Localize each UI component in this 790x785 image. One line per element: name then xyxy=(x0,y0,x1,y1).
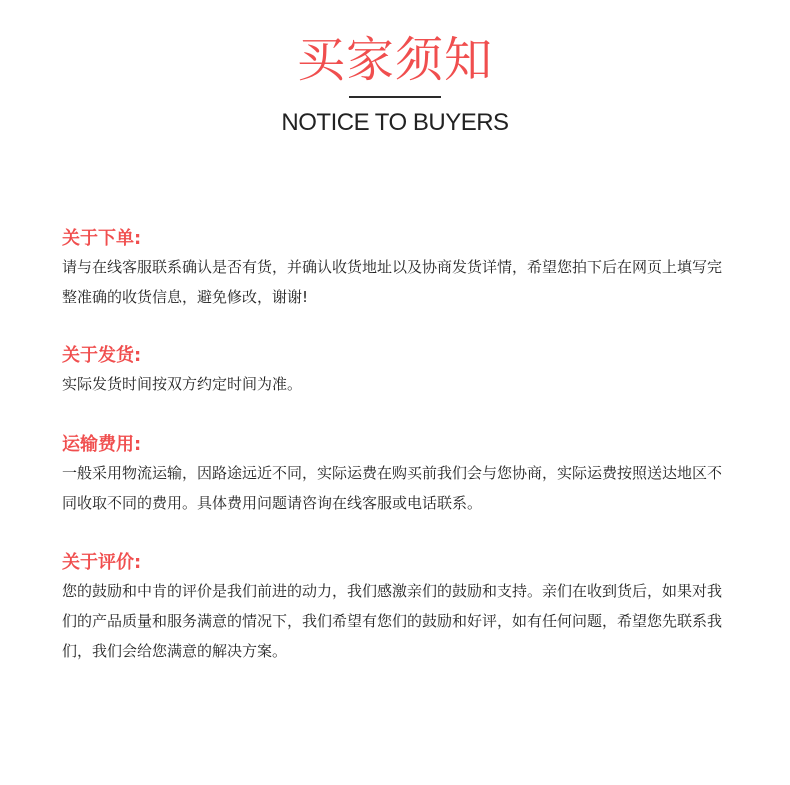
section-body: 您的鼓励和中肯的评价是我们前进的动力，我们感激亲们的鼓励和支持。亲们在收到货后，如果对我们的产品质量和服务满意的情况下，我们希望有您们的鼓励和好评，如有任何问题，希望您先联系我们，我们会给您满意的解决方案。 xyxy=(62,582,723,660)
section-heading: 关于发货: xyxy=(62,345,142,366)
page-title: 买家须知 xyxy=(296,32,493,88)
section-heading: 关于评价: xyxy=(62,552,142,573)
section-body: 请与在线客服联系确认是否有货，并确认收货地址以及协商发货详情，希望您拍下后在网页上填写完整准确的收货信息，避免修改，谢谢! xyxy=(62,258,723,306)
section-reviews xyxy=(62,550,730,666)
section-body: 一般采用物流运输，因路途远近不同，实际运费在购买前我们会与您协商，实际运费按照送达地区不同收取不同的费用。具体费用问题请咨询在线客服或电话联系。 xyxy=(62,464,723,512)
section-heading: 关于下单: xyxy=(62,228,142,249)
section-shipping xyxy=(62,343,730,399)
section-heading: 运输费用: xyxy=(62,434,142,455)
title-divider xyxy=(349,96,441,98)
page-subtitle: NOTICE TO BUYERS xyxy=(281,109,509,136)
section-freight-cost xyxy=(62,432,730,518)
section-ordering xyxy=(62,226,730,312)
section-body: 实际发货时间按双方约定时间为准。 xyxy=(62,375,303,393)
